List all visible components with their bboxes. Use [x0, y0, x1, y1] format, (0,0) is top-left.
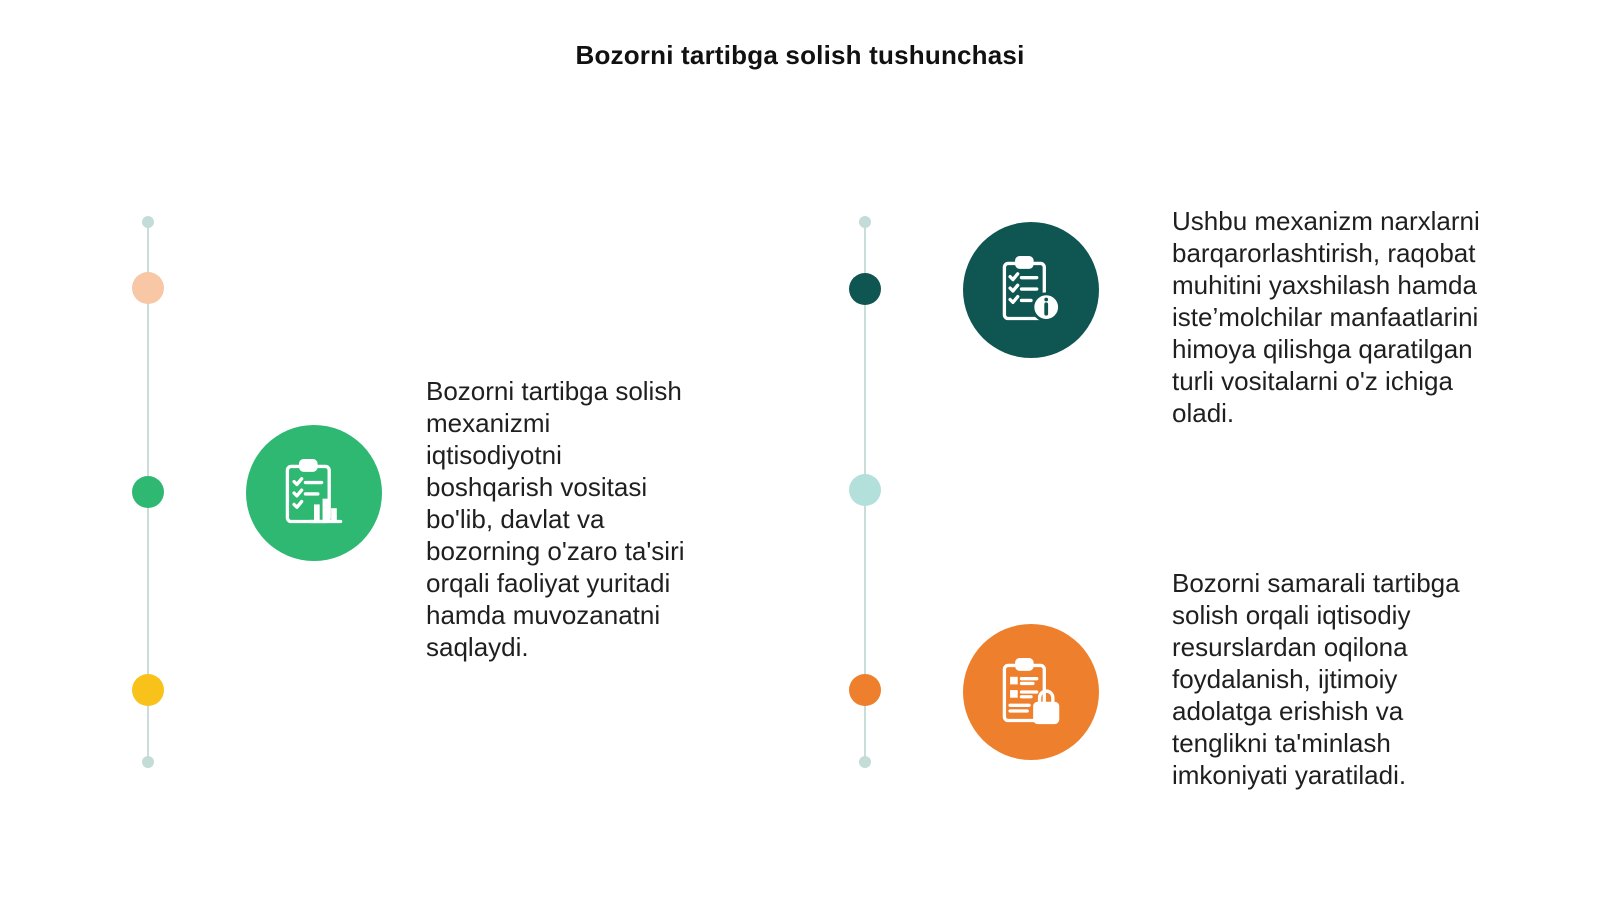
timeline-dot-peach: [132, 272, 164, 304]
text-line: boshqarish vositasi: [426, 472, 648, 502]
page-title: Bozorni tartibga solish tushunchasi: [575, 40, 1025, 70]
text-line: tenglikni ta'minlash: [1172, 728, 1391, 758]
clipboard-chart-icon: [246, 425, 382, 561]
text-line: saqlaydi.: [426, 632, 529, 662]
text-line: mexanizmi: [426, 408, 551, 438]
text-line: himoya qilishga qaratilgan: [1172, 334, 1473, 364]
timeline-cap-bottom: [859, 756, 871, 768]
text-line: resurslardan oqilona: [1172, 632, 1408, 662]
timeline-cap-top: [142, 216, 154, 228]
text-line: Bozorni samarali tartibga: [1172, 568, 1460, 598]
timeline-dot-green: [132, 476, 164, 508]
clipboard-info-icon: [963, 222, 1099, 358]
right-timeline: [845, 0, 885, 900]
timeline-cap-bottom: [142, 756, 154, 768]
text-line: barqarorlashtirish, raqobat: [1172, 238, 1476, 268]
clipboard-lock-icon: [963, 624, 1099, 760]
text-line: Bozorni tartibga solish: [426, 376, 682, 406]
text-line: oladi.: [1172, 398, 1235, 428]
item-2-text: [1172, 205, 1480, 429]
text-line: adolatga erishish va: [1172, 696, 1404, 726]
timeline-dot-teal-dark: [849, 273, 881, 305]
timeline-dot-teal-light: [849, 474, 881, 506]
text-line: hamda muvozanatni: [426, 600, 661, 630]
timeline-dot-orange: [849, 674, 881, 706]
text-line: orqali faoliyat yuritadi: [426, 568, 671, 598]
left-timeline: [128, 0, 168, 900]
text-line: Ushbu mexanizm narxlarni: [1172, 206, 1480, 236]
text-line: turli vositalarni o'z ichiga: [1172, 366, 1453, 396]
text-line: foydalanish, ijtimoiy: [1172, 664, 1398, 694]
text-line: imkoniyati yaratiladi.: [1172, 760, 1407, 790]
text-line: muhitini yaxshilash hamda: [1172, 270, 1477, 300]
text-line: solish orqali iqtisodiy: [1172, 600, 1411, 630]
item-1-text: [426, 375, 685, 663]
text-line: bo'lib, davlat va: [426, 504, 605, 534]
text-line: iste’molchilar manfaatlarini: [1172, 302, 1479, 332]
timeline-cap-top: [859, 216, 871, 228]
text-line: iqtisodiyotni: [426, 440, 562, 470]
item-3-text: [1172, 567, 1460, 791]
text-line: bozorning o'zaro ta'siri: [426, 536, 685, 566]
timeline-dot-yellow: [132, 674, 164, 706]
